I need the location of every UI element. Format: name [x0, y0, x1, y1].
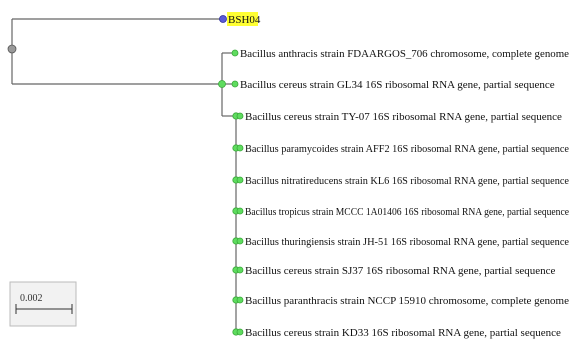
query-label: BSH04	[228, 14, 261, 26]
leaf-label: Bacillus cereus strain TY-07 16S ribosomal RNA gene, partial sequence	[245, 111, 562, 123]
query-node	[220, 16, 227, 23]
leaf-label: Bacillus tropicus strain MCCC 1A01406 16S ribosomal RNA gene, partial sequence	[245, 206, 570, 218]
leaf-label: Bacillus cereus strain SJ37 16S ribosomal RNA gene, partial sequence	[245, 265, 556, 277]
leaf-node	[237, 113, 243, 119]
leaf-node	[237, 238, 243, 244]
leaf-label: Bacillus nitratireducens strain KL6 16S ribosomal RNA gene, partial sequence	[245, 175, 570, 187]
leaf-label: Bacillus paramycoides strain AFF2 16S ribosomal RNA gene, partial sequence	[245, 143, 570, 155]
leaf-node	[232, 81, 238, 87]
leaf-label: Bacillus cereus strain KD33 16S ribosomal RNA gene, partial sequence	[245, 327, 561, 339]
leaf-node	[232, 50, 238, 56]
leaf-node	[237, 177, 243, 183]
leaf-node	[237, 329, 243, 335]
leaf-labels	[240, 48, 569, 339]
leaf-label: Bacillus thuringiensis strain JH-51 16S ribosomal RNA gene, partial sequence	[245, 236, 570, 248]
leaf-node	[237, 267, 243, 273]
leaf-label: Bacillus paranthracis strain NCCP 15910 chromosome, complete genome	[245, 295, 570, 307]
leaf-label: Bacillus anthracis strain FDAARGOS_706 chromosome, complete genome	[240, 48, 570, 60]
cluster-node	[219, 81, 226, 88]
leaf-node	[237, 208, 243, 214]
leaf-node	[237, 297, 243, 303]
leaf-node	[237, 145, 243, 151]
root-node	[8, 45, 16, 53]
leaf-label: Bacillus cereus strain GL34 16S ribosomal RNA gene, partial sequence	[240, 79, 555, 91]
scale-bar-box	[10, 282, 76, 326]
scale-bar-label: 0.002	[20, 293, 43, 304]
